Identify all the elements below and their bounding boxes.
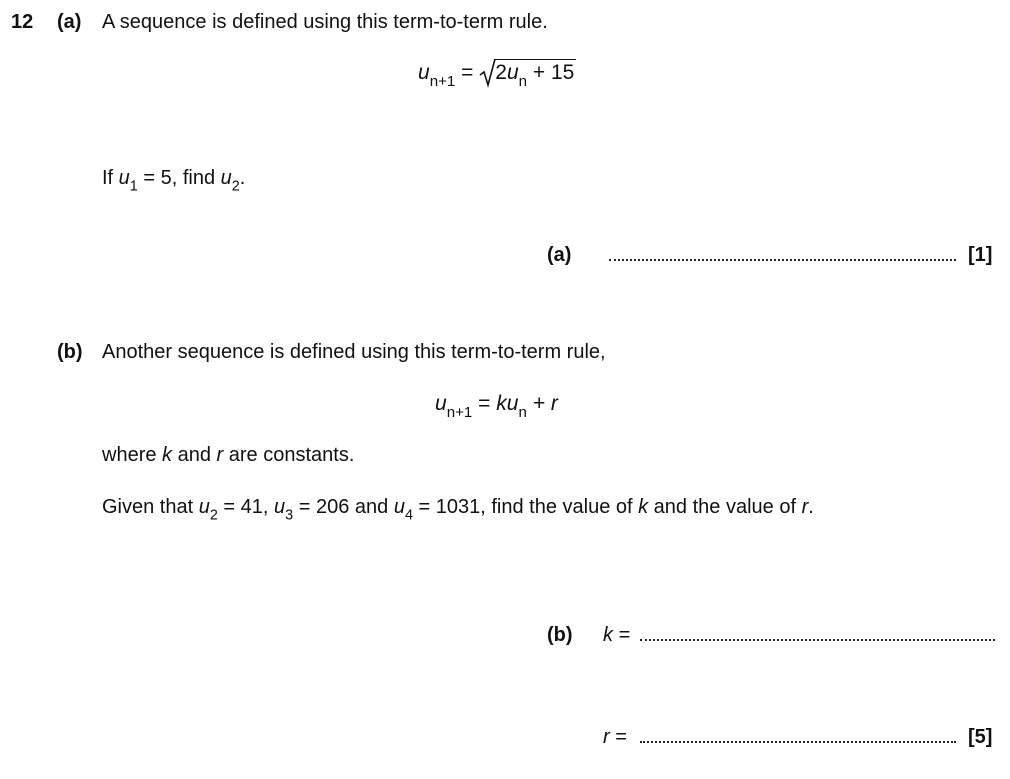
part-b-formula (435, 392, 558, 421)
r-label (603, 727, 627, 747)
cond-var2: u (220, 167, 232, 189)
given-r: r (801, 496, 809, 518)
square-root (479, 61, 576, 90)
r-var: r (603, 726, 610, 748)
formula-b-rhs-rest: + r (532, 392, 558, 415)
part-b-label: (b) (57, 341, 83, 363)
given-u3: u (274, 496, 286, 518)
question-number: 12 (11, 11, 34, 33)
r-eq: = (615, 726, 627, 748)
formula-b-lhs-sub: n+1 (446, 403, 473, 421)
formula-b-rhs-sub: n (518, 403, 527, 421)
part-b-marks: [5] (968, 726, 993, 748)
constants-mid: and (172, 444, 217, 466)
given-end: . (808, 496, 814, 518)
constants-k: k (162, 444, 173, 466)
answer-b-label: (b) (547, 624, 573, 646)
given-text (102, 496, 814, 524)
answer-a-label: (a) (547, 244, 572, 266)
part-a-intro: A sequence is defined using this term-to-term rule. (102, 11, 548, 33)
cond-prefix: If (102, 167, 119, 189)
formula-b-rhs-k: ku (496, 392, 519, 415)
cond-var1: u (118, 167, 130, 189)
given-v4: = 1031, find the value of (412, 496, 639, 518)
answer-a-line[interactable] (609, 259, 956, 261)
given-p1: Given that (102, 496, 199, 518)
given-u2: u (198, 496, 210, 518)
formula-b-equals: = (478, 392, 491, 415)
answer-k-line[interactable] (640, 639, 995, 641)
radical-sign-icon (479, 58, 497, 88)
cond-mid: = 5, find (137, 167, 221, 189)
part-a-label: (a) (57, 11, 82, 33)
given-s3: 3 (285, 507, 294, 524)
part-a-formula (418, 61, 576, 90)
formula-a-equals: = (461, 61, 474, 84)
formula-a-lhs-sub: n+1 (429, 72, 456, 90)
k-label (603, 625, 630, 645)
part-a-condition (102, 167, 246, 195)
constants-prefix: where (102, 444, 163, 466)
given-s4: 4 (404, 507, 413, 524)
given-v3: = 206 and (293, 496, 394, 518)
answer-r-line[interactable] (640, 741, 956, 743)
k-eq: = (618, 624, 631, 646)
given-v2: = 41, (217, 496, 275, 518)
formula-b-lhs-var: u (435, 392, 447, 415)
radicand-coef: 2 (495, 61, 507, 84)
given-s2: 2 (209, 507, 218, 524)
given-mid: and the value of (648, 496, 802, 518)
constants-suffix: are constants. (223, 444, 355, 466)
constants-text (102, 445, 354, 465)
given-k: k (638, 496, 649, 518)
radicand-rest: + 15 (532, 61, 575, 84)
radicand-sub: n (518, 72, 528, 90)
constants-r: r (216, 444, 224, 466)
formula-a-lhs-var: u (418, 61, 430, 84)
k-var: k (603, 624, 613, 646)
radicand-var: u (506, 61, 519, 84)
part-a-marks: [1] (968, 244, 993, 266)
cond-sub1: 1 (129, 178, 138, 195)
cond-suffix: . (239, 167, 246, 189)
part-b-intro: Another sequence is defined using this term-to-term rule, (102, 341, 606, 363)
cond-sub2: 2 (231, 178, 240, 195)
radicand (495, 59, 576, 90)
given-u4: u (393, 496, 405, 518)
